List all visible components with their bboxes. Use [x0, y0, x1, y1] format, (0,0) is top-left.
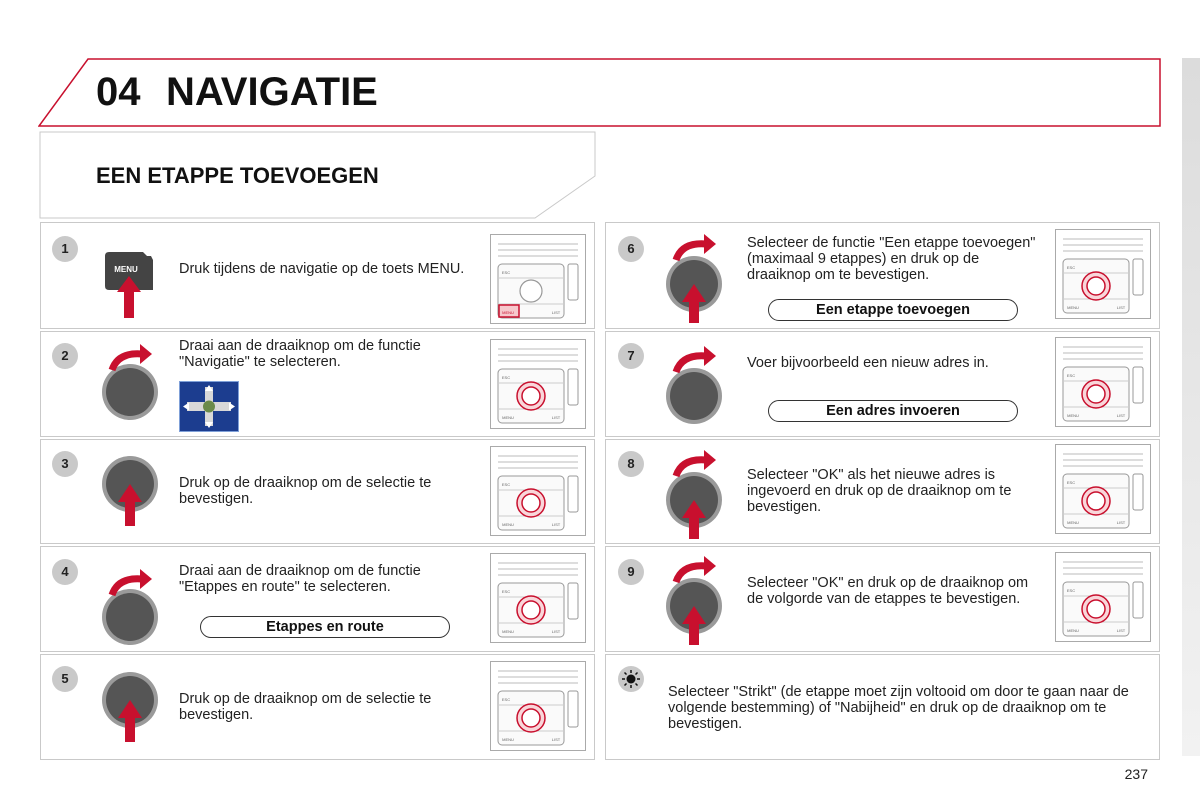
step-number-badge: 1: [52, 236, 78, 262]
menu-option-label: Een etappe toevoegen: [768, 299, 1018, 321]
control-panel-illustration: [490, 234, 586, 324]
step-instruction: Draai aan de draaiknop om de functie "Navigatie" te selecteren.: [179, 338, 421, 370]
step-instruction: Draai aan de draaiknop om de functie "Etappes en route" te selecteren.: [179, 563, 421, 595]
esc-key-label: ESC: [1066, 265, 1076, 270]
rotate-press-knob-icon: [664, 550, 728, 646]
control-panel-illustration: [1055, 444, 1151, 534]
side-slot: [1133, 474, 1143, 510]
knob-center: [522, 494, 540, 512]
lightbulb-icon: [618, 666, 644, 692]
list-key-label: LIST: [1116, 520, 1126, 525]
rotate-press-knob-icon: [664, 444, 728, 540]
step-instruction: Druk op de draaiknop om de selectie te bevestigen.: [179, 475, 432, 507]
control-panel-illustration: [1055, 337, 1151, 427]
side-slot: [568, 264, 578, 300]
step-number-badge: 6: [618, 236, 644, 262]
menu-key-label: MENU: [502, 310, 514, 315]
esc-key-label: ESC: [501, 589, 511, 594]
step-instruction: Selecteer "OK" en druk op de draaiknop om de volgorde van de etappes te bevestigen.: [747, 575, 1029, 607]
menu-option-label: Etappes en route: [200, 616, 450, 638]
rotate-knob-icon: [100, 555, 160, 650]
control-panel-illustration: [1055, 552, 1151, 642]
knob-center: [1087, 600, 1105, 618]
menu-key-icon: [103, 248, 155, 320]
chapter-number: 04: [96, 70, 141, 114]
menu-key-label: MENU: [502, 522, 514, 527]
list-key-label: LIST: [551, 415, 561, 420]
list-key-label: LIST: [551, 737, 561, 742]
side-slot: [1133, 582, 1143, 618]
side-slot: [568, 476, 578, 512]
step-number-badge: 3: [52, 451, 78, 477]
menu-key-label: MENU: [1067, 628, 1079, 633]
side-tab: [1182, 58, 1200, 756]
control-panel-illustration: [490, 553, 586, 643]
step-number-badge: 8: [618, 451, 644, 477]
chapter-title: NAVIGATIE: [166, 70, 378, 114]
step-number-badge: 9: [618, 559, 644, 585]
menu-key-label: MENU: [502, 415, 514, 420]
list-key-label: LIST: [551, 522, 561, 527]
side-slot: [568, 369, 578, 405]
rotate-knob-icon: [100, 340, 160, 420]
list-key-label: LIST: [551, 629, 561, 634]
step-number-badge: 4: [52, 559, 78, 585]
knob-center: [522, 601, 540, 619]
control-panel-illustration: [1055, 229, 1151, 319]
step-instruction: Voer bijvoorbeeld een nieuw adres in.: [747, 355, 989, 371]
knob-center: [522, 709, 540, 727]
knob: [520, 280, 542, 302]
esc-key-label: ESC: [501, 482, 511, 487]
step-instruction: Druk tijdens de navigatie op de toets MENU.: [179, 261, 465, 277]
list-key-label: LIST: [1116, 413, 1126, 418]
esc-key-label: ESC: [501, 697, 511, 702]
knob-center: [1087, 492, 1105, 510]
press-knob-icon: [100, 670, 160, 745]
navigation-joystick-icon: [179, 381, 239, 432]
step-number-badge: 7: [618, 343, 644, 369]
menu-key-label: MENU: [1067, 305, 1079, 310]
knob-center: [1087, 385, 1105, 403]
side-slot: [568, 583, 578, 619]
menu-key-label: MENU: [502, 737, 514, 742]
rotate-knob-icon: [664, 340, 724, 425]
menu-key-label: MENU: [114, 265, 138, 274]
menu-key-label: MENU: [1067, 520, 1079, 525]
step-number-badge: 2: [52, 343, 78, 369]
esc-key-label: ESC: [1066, 588, 1076, 593]
step-instruction: Selecteer "OK" als het nieuwe adres is ingevoerd en druk op de draaiknop om te bevestigen.: [747, 467, 1012, 515]
side-slot: [1133, 259, 1143, 295]
menu-key-label: MENU: [502, 629, 514, 634]
step-instruction: Selecteer de functie "Een etappe toevoegen" (maximaal 9 etappes) en druk op de draaiknop om te bevestigen.: [747, 235, 1036, 283]
section-title: EEN ETAPPE TOEVOEGEN: [96, 163, 379, 188]
control-panel-illustration: [490, 339, 586, 429]
esc-key-label: ESC: [501, 270, 511, 275]
tip-text: Selecteer "Strikt" (de etappe moet zijn voltooid om door te gaan naar de volgende bestemming) of "Nabijheid" en druk op de draaiknop om te bevestigen.: [668, 684, 1129, 732]
menu-option-label: Een adres invoeren: [768, 400, 1018, 422]
list-key-label: LIST: [1116, 628, 1126, 633]
control-panel-illustration: [490, 446, 586, 536]
esc-key-label: ESC: [501, 375, 511, 380]
list-key-label: LIST: [1116, 305, 1126, 310]
step-number-badge: 5: [52, 666, 78, 692]
page-number: 237: [1124, 766, 1148, 782]
menu-key-label: MENU: [1067, 413, 1079, 418]
list-key-label: LIST: [551, 310, 561, 315]
press-knob-icon: [100, 454, 160, 529]
side-slot: [568, 691, 578, 727]
side-slot: [1133, 367, 1143, 403]
esc-key-label: ESC: [1066, 373, 1076, 378]
esc-key-label: ESC: [1066, 480, 1076, 485]
knob-center: [522, 387, 540, 405]
knob-center: [1087, 277, 1105, 295]
rotate-press-knob-icon: [664, 228, 728, 324]
step-instruction: Druk op de draaiknop om de selectie te bevestigen.: [179, 691, 432, 723]
control-panel-illustration: [490, 661, 586, 751]
